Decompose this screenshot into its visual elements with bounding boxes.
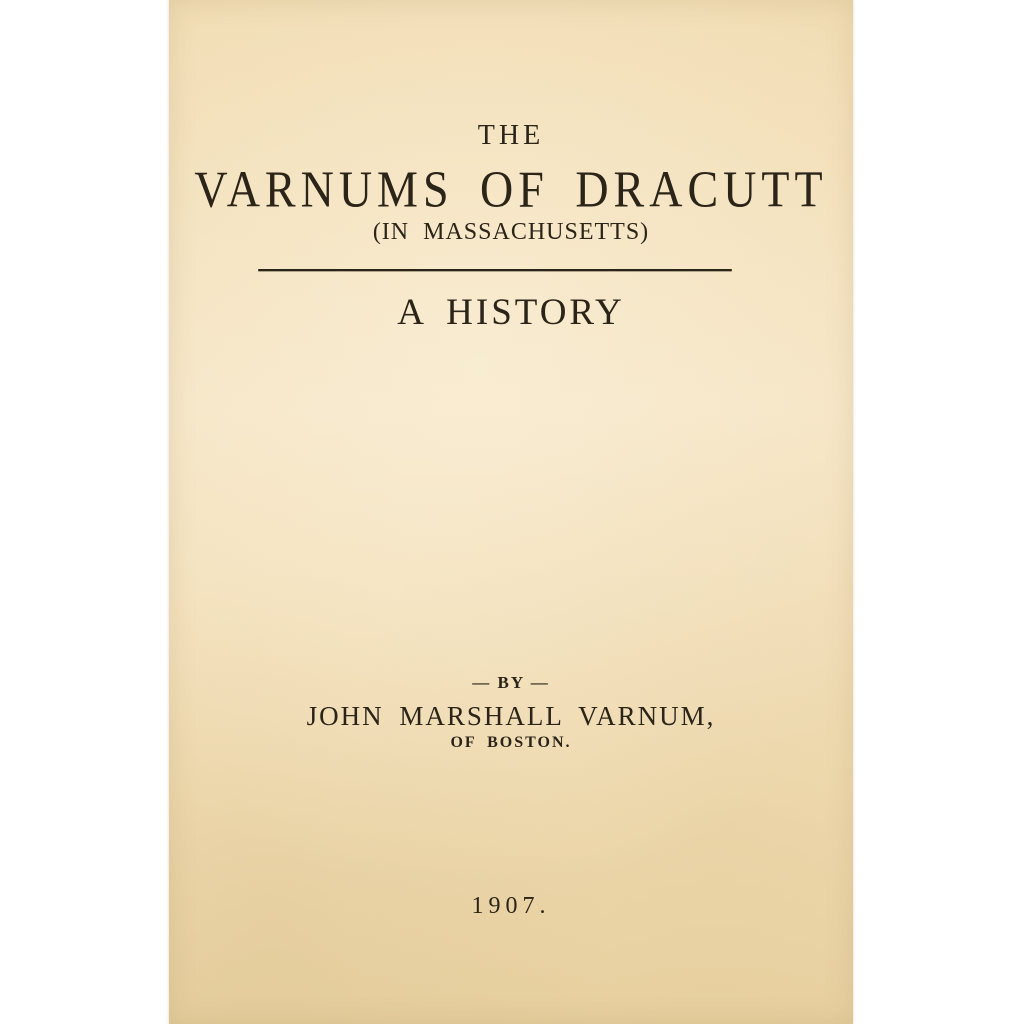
book-title: VARNUMS OF DRACUTT <box>194 160 828 218</box>
title-subtitle: (IN MASSACHUSETTS) <box>372 219 650 245</box>
author-location: OF BOSTON. <box>450 734 572 751</box>
publication-year: 1907. <box>471 893 551 919</box>
title-divider-rule <box>258 269 732 271</box>
title-kicker: THE <box>477 120 545 151</box>
byline-label: — BY — <box>472 673 550 692</box>
section-title: A HISTORY <box>397 292 625 333</box>
book-title-page <box>169 0 853 1024</box>
author-name: JOHN MARSHALL VARNUM, <box>306 701 716 731</box>
